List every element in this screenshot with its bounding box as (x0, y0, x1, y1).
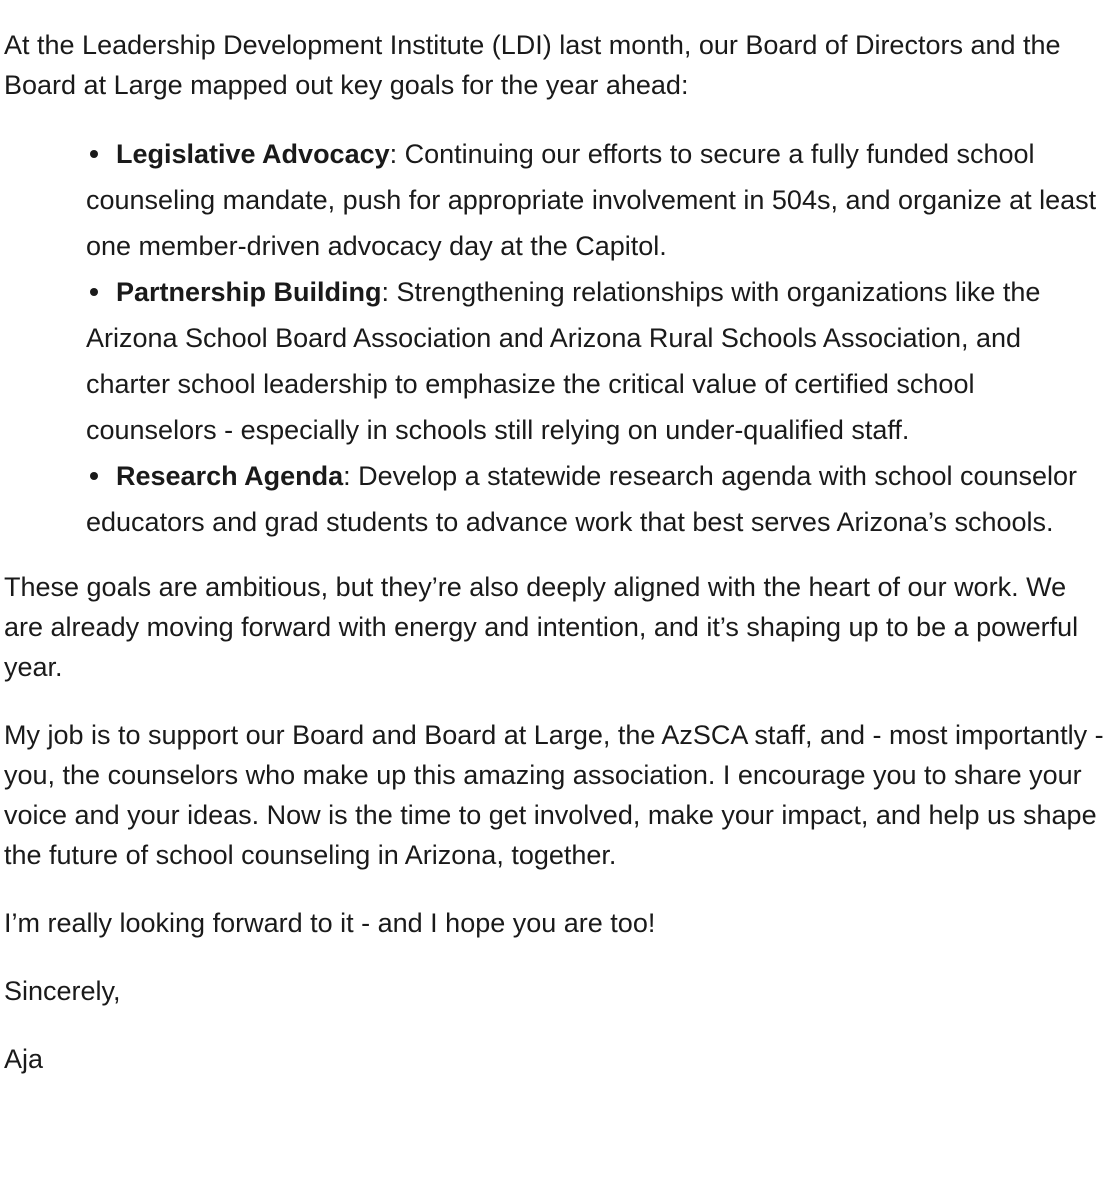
bullet-icon (86, 269, 116, 315)
goal-title: Partnership Building (116, 277, 382, 307)
goals-list (4, 131, 1109, 545)
goal-item-legislative-advocacy (86, 131, 1109, 269)
signature: Aja (4, 1044, 44, 1074)
bullet-icon (86, 131, 116, 177)
goal-text: : Develop a statewide research agenda with school counselor educators and grad students to advance work that best serves Arizona’s schools. (86, 461, 1078, 537)
goal-title: Research Agenda (116, 461, 344, 491)
goal-title: Legislative Advocacy (116, 139, 390, 169)
goal-text: : Continuing our efforts to secure a fully funded school counseling mandate, push for appropriate involvement in 504s, and organize at least one member-driven advocacy day at the Capitol. (86, 139, 1097, 261)
job-paragraph: My job is to support our Board and Board at Large, the AzSCA staff, and - most importantly - you, the counselors who make up this amazing association. I encourage you to share your voice and your ideas. Now is the time to get involved, make your impact, and help us shape the future of school counseling in Arizona, together. (4, 720, 1104, 870)
goal-item-research-agenda (86, 453, 1109, 545)
goal-text: : Strengthening relationships with organizations like the Arizona School Board Association and Arizona Rural Schools Association, and charter school leadership to emphasize the critical value of certified school counselors - especially in schools still relying on under-qualified staff. (86, 277, 1041, 445)
looking-forward-paragraph: I’m really looking forward to it - and I hope you are too! (4, 908, 656, 938)
goals-summary-paragraph: These goals are ambitious, but they’re also deeply aligned with the heart of our work. We are already moving forward with energy and intention, and it’s shaping up to be a powerful year. (4, 572, 1079, 682)
intro-paragraph: At the Leadership Development Institute (LDI) last month, our Board of Directors and the Board at Large mapped out key goals for the year ahead: (4, 30, 1061, 100)
goal-item-partnership-building (86, 269, 1109, 453)
bullet-icon (86, 453, 116, 499)
closing-salutation: Sincerely, (4, 976, 121, 1006)
